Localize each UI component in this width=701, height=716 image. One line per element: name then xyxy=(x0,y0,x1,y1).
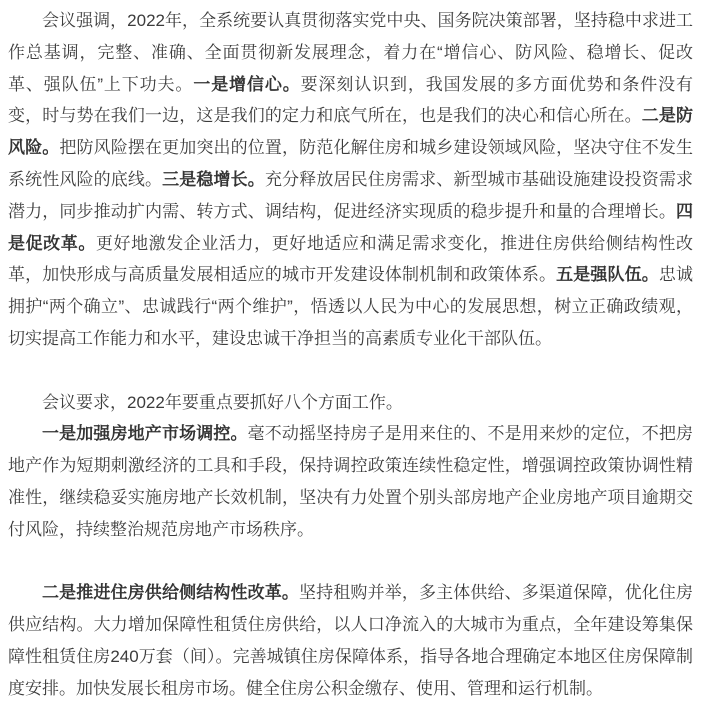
text-run: 会议要求，2022年要重点要抓好八个方面工作。 xyxy=(42,392,403,412)
bold-emphasis-run: 四是促改革。 xyxy=(8,201,693,253)
article-body xyxy=(8,5,693,705)
bold-emphasis-run: 一是增信心。 xyxy=(193,74,301,94)
text-run: 把防风险摆在更加突出的位置，防范化解住房和城乡建设领域风险，坚决守住不发生系统性风险的底线。 xyxy=(8,138,694,189)
text-run: 更好地激发企业活力，更好地适应和满足需求变化，推进住房供给侧结构性改革，加快形成与高质量发展相适应的城市开发建设体制机制和政策体系。 xyxy=(8,233,694,285)
paragraph xyxy=(8,577,693,704)
text-run: 坚持租购并举，多主体供给、多渠道保障，优化住房供应结构。大力增加保障性租赁住房供给，以人口净流入的大城市为重点，全年建设筹集保障性租赁住房240万套（间）。完善城镇住房保障体系，指导各地合理确定本地区住房保障制度安排。加快发展长租房市场。健全住房公积金缴存、使用、管理和运行机制。 xyxy=(8,583,694,698)
paragraph xyxy=(8,5,693,355)
text-run: 忠诚拥护“两个确立”、忠诚践行“两个维护”，悟透以人民为中心的发展思想，树立正确政绩观，切实提高工作能力和水平，建设忠诚干净担当的高素质专业化干部队伍。 xyxy=(8,265,694,348)
text-run: 要深刻认识到，我国发展的多方面优势和条件没有变，时与势在我们一边，这是我们的定力和底气所在，也是我们的决心和信心所在。 xyxy=(8,74,693,126)
bold-emphasis-run: 五是强队伍。 xyxy=(556,265,659,285)
bold-emphasis-run: 三是稳增长。 xyxy=(162,169,265,189)
bold-emphasis-run: 二是防风险。 xyxy=(8,106,694,158)
paragraph xyxy=(8,387,693,419)
text-run: 充分释放居民住房需求、新型城市基础设施建设投资需求潜力，同步推动扩内需、转方式、调结构，促进经济实现质的稳步提升和量的合理增长。 xyxy=(8,169,694,221)
bold-emphasis-run: 一是加强房地产市场调控。 xyxy=(42,424,248,444)
paragraph xyxy=(8,418,693,545)
text-run: 会议强调，2022年，全系统要认真贯彻落实党中央、国务院决策部署，坚持稳中求进工作总基调，完整、准确、全面贯彻新发展理念，着力在“增信心、防风险、稳增长、促改革、强队伍”上下功夫。 xyxy=(8,11,693,94)
text-run: 毫不动摇坚持房子是用来住的、不是用来炒的定位，不把房地产作为短期刺激经济的工具和手段，保持调控政策连续性稳定性，增强调控政策协调性精准性，继续稳妥实施房地产长效机制，坚决有力处置个别头部房地产企业房地产项目逾期交付风险，持续整治规范房地产市场秩序。 xyxy=(8,424,694,539)
bold-emphasis-run: 二是推进住房供给侧结构性改革。 xyxy=(42,583,300,603)
